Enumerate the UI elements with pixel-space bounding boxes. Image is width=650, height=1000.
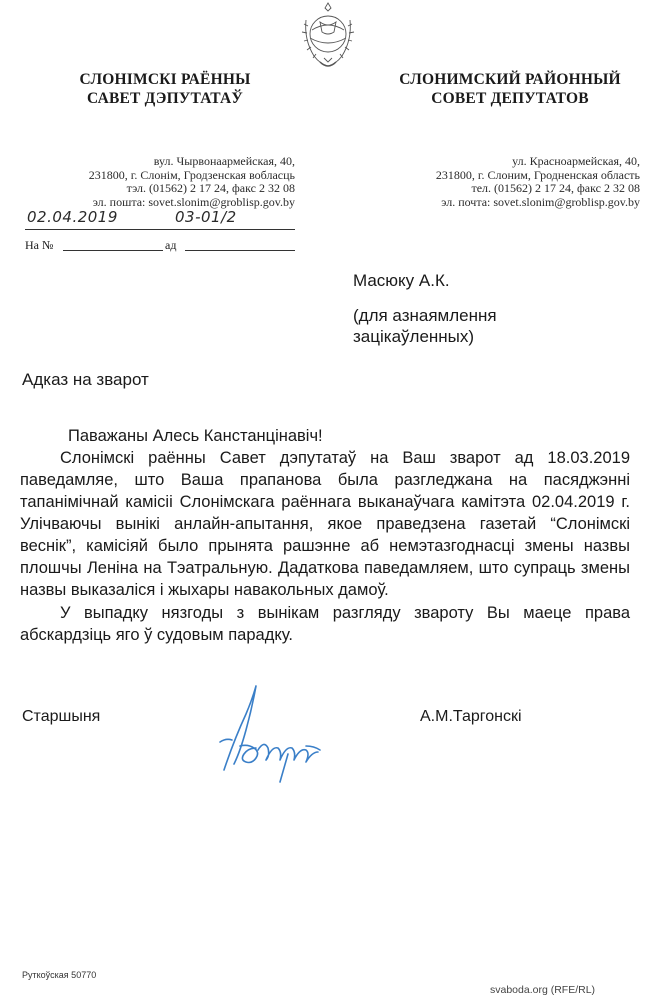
handwritten-number: 03-01/2 — [175, 208, 237, 226]
address-line: эл. пошта: sovet.slonim@groblisp.gov.by — [92, 194, 295, 209]
letter-subject: Адказ на зварот — [22, 370, 149, 389]
address-line: ул. Красноармейская, 40, — [512, 154, 640, 168]
org-title-russian — [380, 70, 640, 108]
signer-name: А.М.Таргонскі — [420, 708, 522, 725]
handwritten-signature — [210, 680, 340, 790]
ad-underline — [185, 250, 295, 251]
handwritten-date: 02.04.2019 — [27, 208, 118, 226]
recipient-block — [353, 270, 633, 347]
ad-label: ад — [165, 238, 177, 252]
address-line: 231800, г. Слоним, Гродненская область — [435, 167, 640, 182]
letter-body — [20, 425, 630, 646]
registration-date-row — [25, 208, 295, 232]
reference-row — [25, 238, 295, 256]
org-title-line: САВЕТ ДЭПУТАТАЎ — [86, 90, 244, 107]
date-underline — [25, 229, 295, 230]
footer-executor: Руткоўская 50770 — [22, 970, 97, 980]
address-line: тэл. (01562) 2 17 24, факс 2 32 08 — [126, 181, 295, 195]
org-title-line: СЛОНІМСКІ РАЁННЫ — [79, 71, 251, 88]
address-line: тел. (01562) 2 17 24, факс 2 32 08 — [471, 181, 640, 195]
recipient-name: Масюку А.К. — [353, 271, 450, 290]
recipient-note-line: (для азнаямлення — [353, 306, 497, 325]
address-line: вул. Чырвонаармейская, 40, — [153, 154, 295, 168]
body-paragraph: Слонімскі раённы Савет дэпутатаў на Ваш зварот ад 18.03.2019 паведамляе, што Ваша прапанова была разгледжана на пасяджэнні тапанімічнай камісіі Слонімскага раённага выканаўчага камітэта 02.04.2019 г. Улічваючы вынікі анлайн-апытання, якое праведзена газетай “Слонімскі веснік”, камісіяй было прынята рашэнне аб немэтазгоднасці змены назвы плошчы Леніна на Тэатральную. Дадаткова паведамляем, што супраць змены назвы выказаліся і жыхары навакольных дамоў. — [20, 449, 630, 599]
signer-position: Старшыня — [22, 708, 101, 725]
na-underline — [63, 250, 163, 251]
org-title-line: СОВЕТ ДЕПУТАТОВ — [431, 90, 589, 107]
recipient-note-line: зацікаўленных) — [353, 327, 475, 346]
address-line: 231800, г. Слонім, Гродзенская вобласць — [88, 167, 295, 182]
org-title-belarusian — [50, 70, 280, 108]
salutation: Паважаны Алесь Канстанцінавіч! — [68, 427, 323, 445]
org-title-line: СЛОНИМСКИЙ РАЙОННЫЙ — [399, 71, 621, 88]
address-belarusian — [15, 155, 295, 209]
address-line: эл. почта: sovet.slonim@groblisp.gov.by — [441, 194, 640, 209]
na-label: На № — [25, 238, 54, 252]
address-russian — [360, 155, 640, 209]
body-paragraph: У выпадку нязгоды з вынікам разгляду звароту Вы маеце права абскардзіць яго ў судовым парадку. — [20, 604, 630, 644]
state-emblem-icon — [298, 0, 358, 75]
footer-source: svaboda.org (RFE/RL) — [490, 984, 596, 996]
